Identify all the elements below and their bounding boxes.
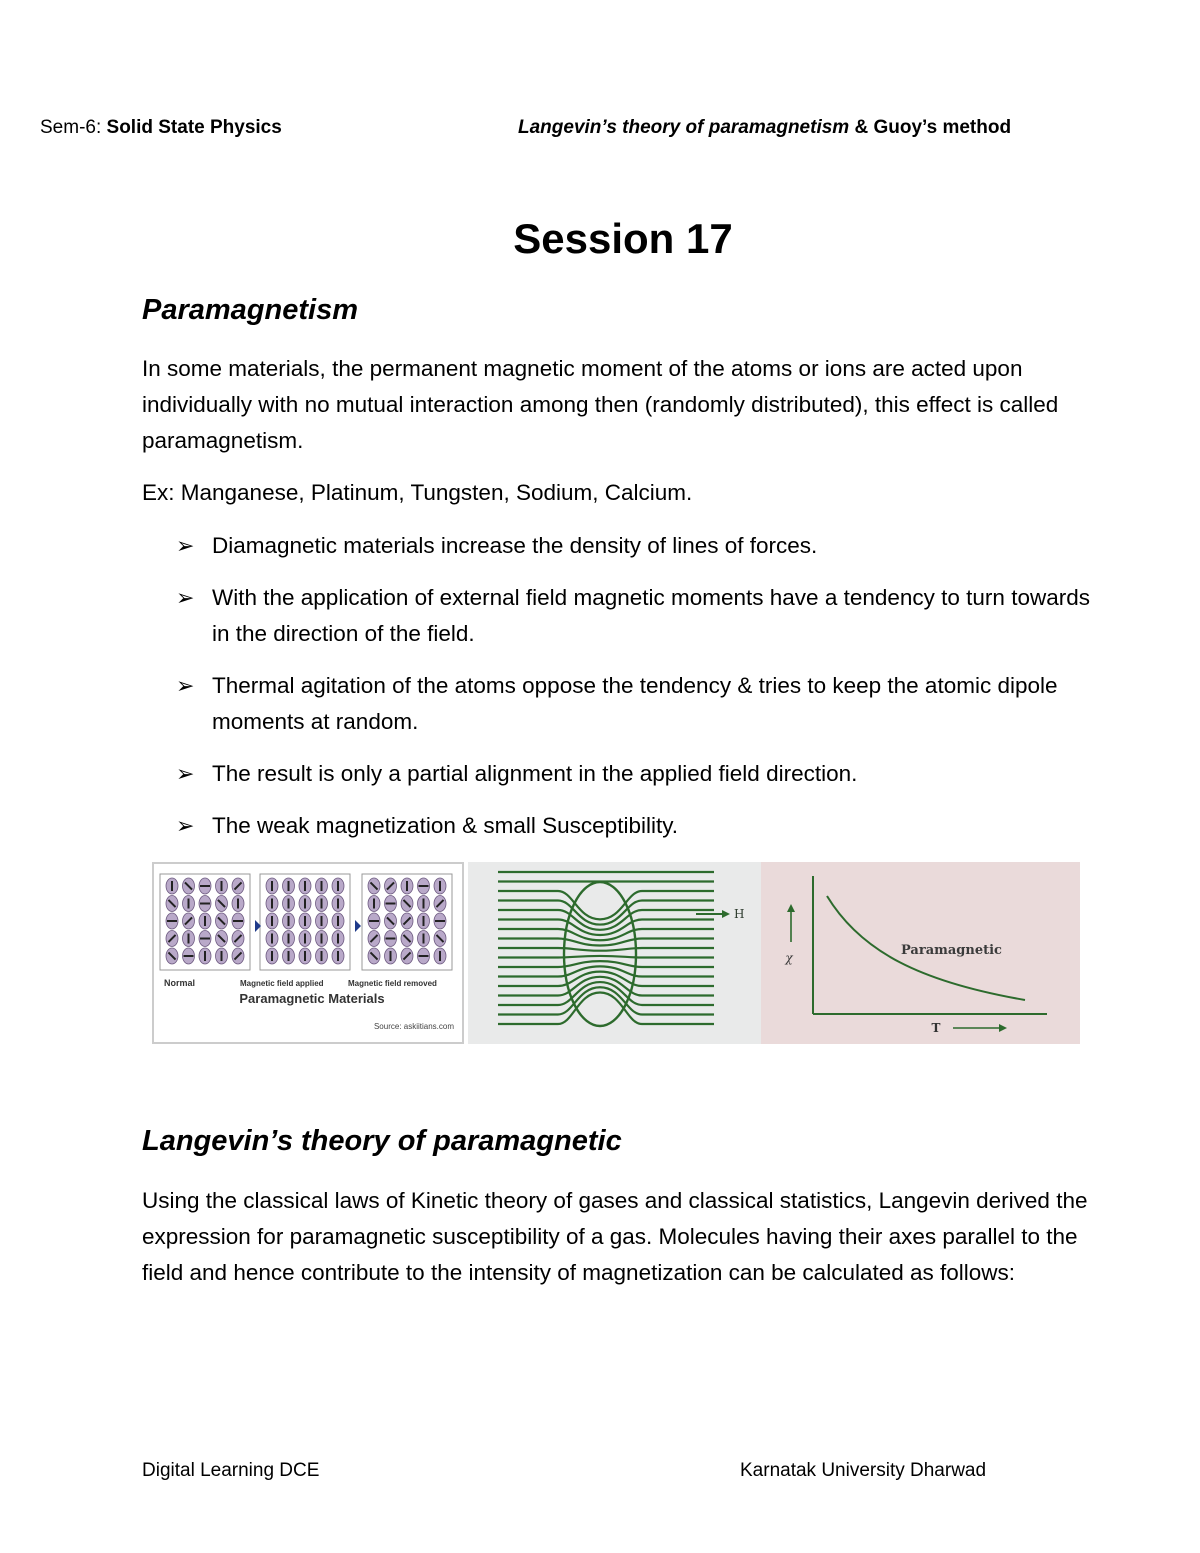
footer-right: Karnatak University Dharwad [740,1460,987,1481]
label-normal: Normal [164,978,196,988]
label-field-applied: Magnetic field applied [240,979,324,988]
paramagnetic-dipoles-figure [152,862,464,1044]
bullet-text: Thermal agitation of the atoms oppose the tendency & tries to keep the atomic dipole moments at random. [212,673,1058,734]
header-semester: Sem-6: [40,117,107,138]
paragraph-definition: In some materials, the permanent magnetic moment of the atoms or ions are acted upon individually with no mutual interaction among then (randomly distributed), this effect is called paramagnetism. [142,356,1059,453]
label-field-removed: Magnetic field removed [348,979,437,988]
arrow-bullet-icon: ➢ [176,533,195,558]
figure-caption: Paramagnetic Materials [239,991,385,1006]
section-heading-paramagnetism: Paramagnetism [142,294,358,326]
bullet-text: The weak magnetization & small Susceptibility. [212,813,679,838]
axis-label-chi: χ [785,951,793,965]
header-topic-rest: & Guoy’s method [849,117,1012,138]
list-item [142,580,1102,652]
list-item [142,528,1102,564]
figure-strip [152,862,1080,1044]
header-topic [518,117,1011,139]
list-item [142,668,1102,740]
bullet-text: With the application of external field magnetic moments have a tendency to turn towards in the direction of the field. [212,585,1090,646]
bullet-text: Diamagnetic materials increase the density of lines of forces. [212,533,818,558]
list-item [142,756,1102,792]
field-lines-figure [468,862,762,1044]
page-title: Session 17 [513,215,733,262]
arrow-bullet-icon: ➢ [176,585,195,610]
figure-source: Source: askiitians.com [373,1022,454,1031]
curve-label: Paramagnetic [901,943,1002,958]
susceptibility-curve-figure [761,862,1080,1044]
paragraph-langevin: Using the classical laws of Kinetic theory of gases and classical statistics, Langevin derived the expression for paramagnetic susceptibility of a gas. Molecules having their axes parallel to the field and hence contribute to the intensity of magnetization can be calculated as follows: [142,1188,1088,1285]
header-subject: Solid State Physics [106,117,282,138]
arrow-bullet-icon: ➢ [176,761,195,786]
header-topic-italic: Langevin’s theory of paramagnetism [518,117,850,138]
footer-left: Digital Learning DCE [142,1460,320,1481]
field-label-h: H [734,907,745,921]
paragraph-examples: Ex: Manganese, Platinum, Tungsten, Sodium, Calcium. [142,480,693,505]
bullet-list [142,528,1102,860]
arrow-bullet-icon: ➢ [176,673,195,698]
list-item [142,808,1102,844]
arrow-bullet-icon: ➢ [176,813,195,838]
bullet-text: The result is only a partial alignment in the applied field direction. [212,761,858,786]
section-heading-langevin: Langevin’s theory of paramagnetic [142,1125,622,1157]
axis-label-t: T [931,1021,941,1035]
header-course [40,117,282,139]
